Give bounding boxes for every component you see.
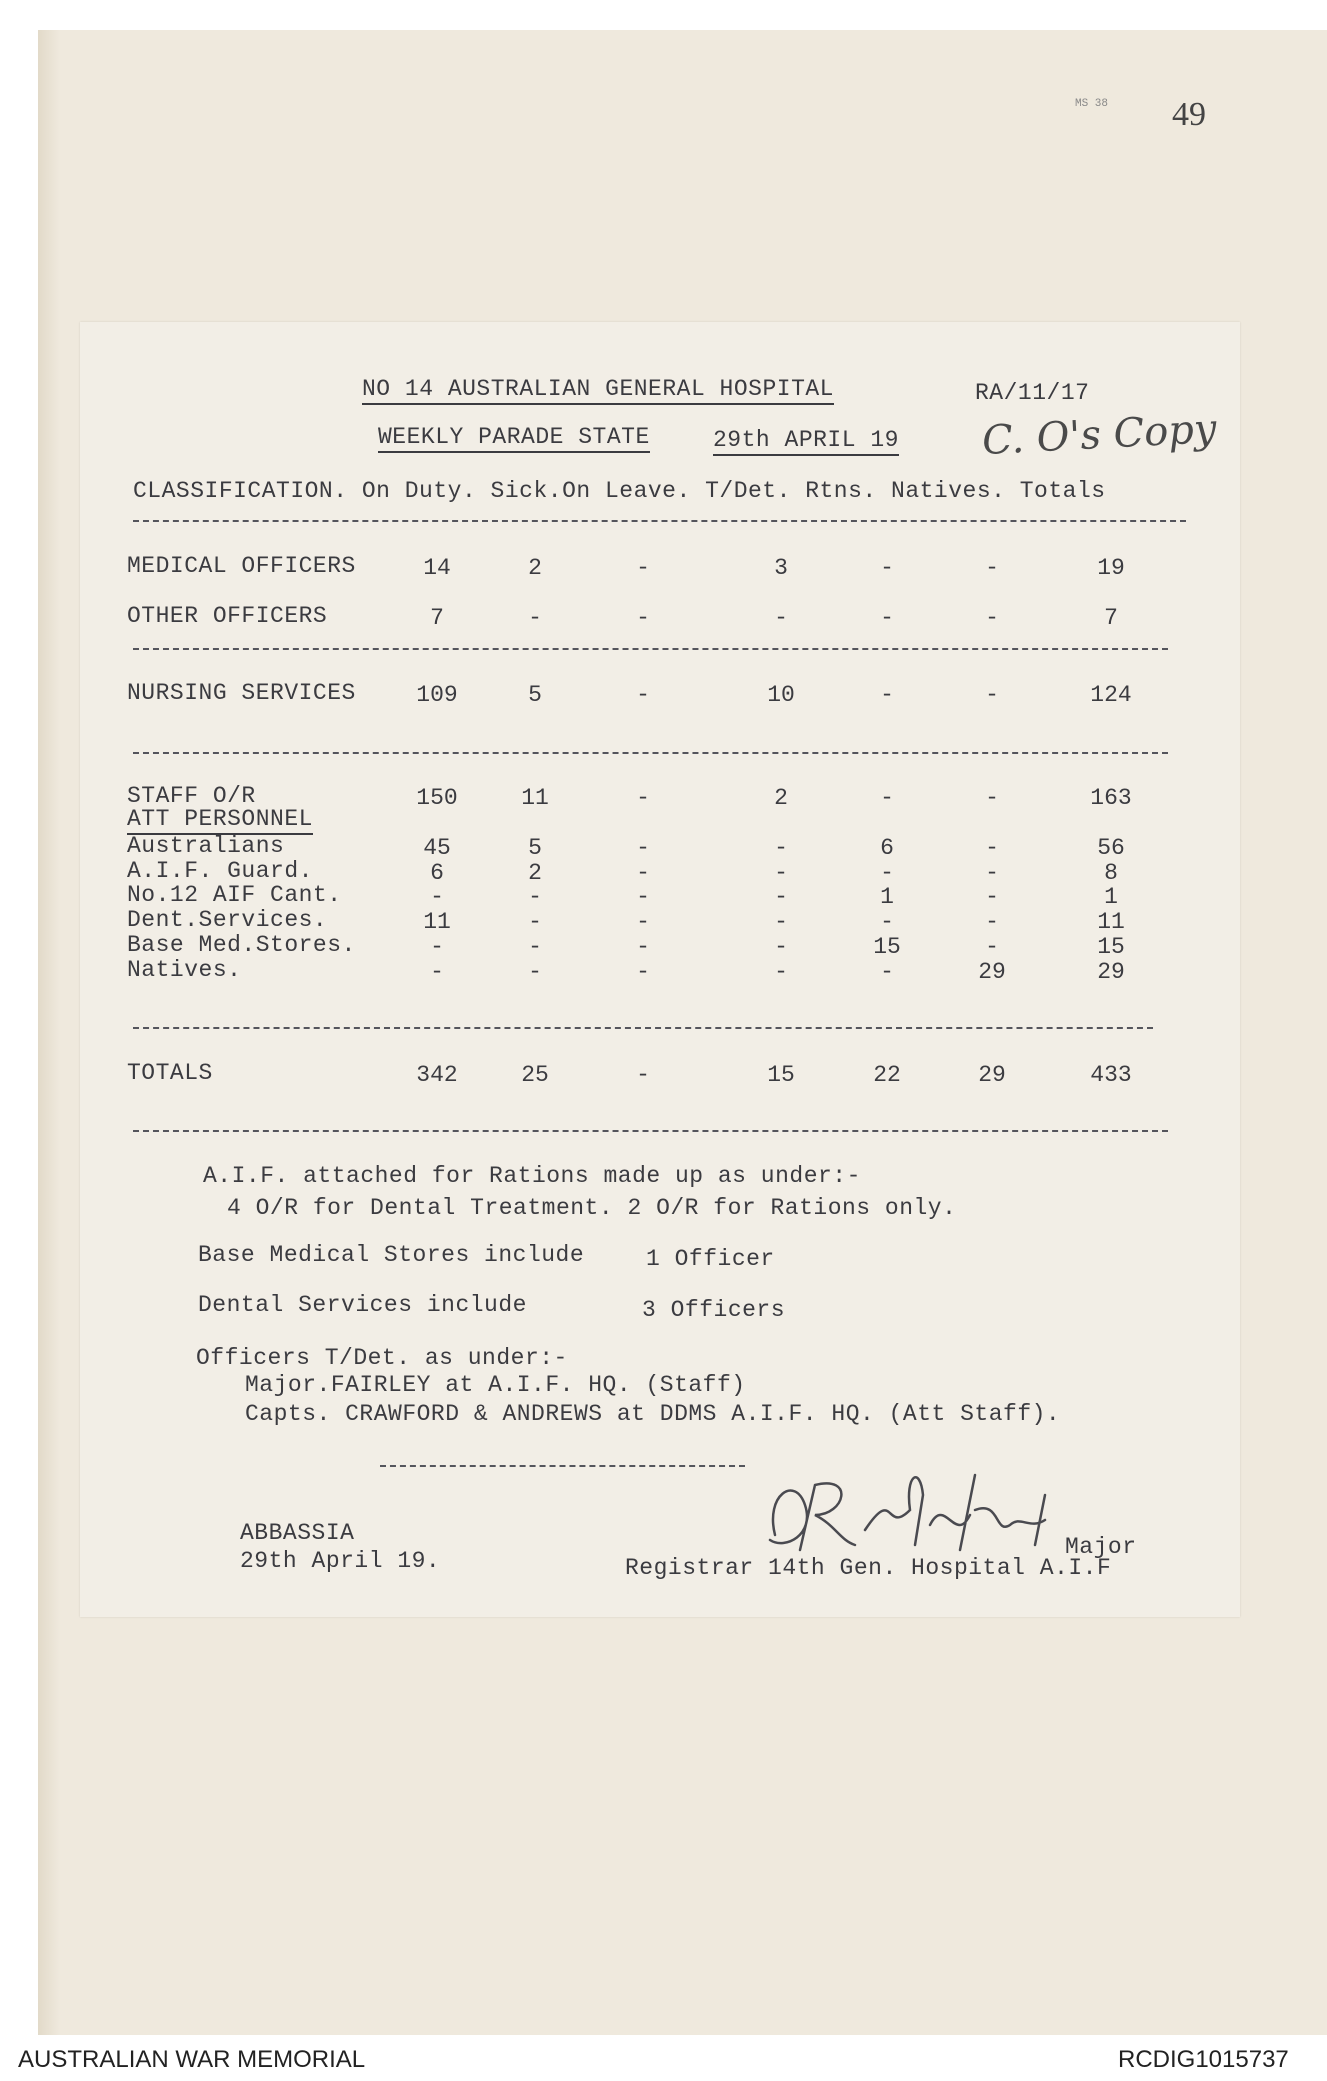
table-cell: - [985, 860, 999, 886]
table-cell: 1 [1104, 884, 1118, 910]
table-cell: 2 [528, 860, 542, 886]
table-cell: 11 [423, 909, 451, 935]
table-cell: - [528, 884, 542, 910]
table-cell: - [636, 785, 650, 811]
table-cell: 11 [1097, 909, 1125, 935]
divider-line [133, 1027, 1153, 1029]
table-cell: 150 [416, 785, 458, 811]
base-stores-label: Base Medical Stores include [198, 1242, 585, 1268]
table-cell: - [985, 909, 999, 935]
table-cell: - [636, 934, 650, 960]
document-title: NO 14 AUSTRALIAN GENERAL HOSPITAL [362, 376, 834, 405]
table-cell: 3 [774, 555, 788, 581]
table-cell: 29 [978, 959, 1006, 985]
table-cell: - [985, 605, 999, 631]
table-cell: 8 [1104, 860, 1118, 886]
rations-note-line2: 4 O/R for Dental Treatment. 2 O/R for Rations only. [227, 1195, 957, 1221]
table-cell: 2 [528, 555, 542, 581]
table-cell: 124 [1090, 682, 1132, 708]
page-number: 49 [1172, 96, 1206, 133]
table-cell: 15 [1097, 934, 1125, 960]
table-row-label: Dent.Services. [127, 907, 328, 933]
table-cell: - [636, 835, 650, 861]
table-cell: 15 [873, 934, 901, 960]
dental-label: Dental Services include [198, 1292, 527, 1318]
table-cell: - [985, 835, 999, 861]
table-cell: 29 [978, 1062, 1006, 1088]
table-row-label: ATT PERSONNEL [127, 806, 313, 835]
table-cell: - [774, 860, 788, 886]
table-cell: - [774, 909, 788, 935]
signoff-date: 29th April 19. [240, 1548, 441, 1574]
signature-divider [380, 1465, 745, 1467]
divider-line [133, 520, 1186, 522]
table-cell: - [636, 605, 650, 631]
dental-value: 3 Officers [642, 1297, 786, 1323]
table-cell: 342 [416, 1062, 458, 1088]
table-cell: 25 [521, 1062, 549, 1088]
table-cell: - [880, 682, 894, 708]
table-cell: 15 [767, 1062, 795, 1088]
document-date: 29th APRIL 19 [713, 427, 899, 456]
table-cell: 11 [521, 785, 549, 811]
table-cell: - [880, 959, 894, 985]
table-cell: - [985, 682, 999, 708]
table-cell: - [636, 959, 650, 985]
table-cell: - [430, 959, 444, 985]
table-row-label: Australians [127, 833, 285, 859]
table-cell: 5 [528, 835, 542, 861]
tdet-heading: Officers T/Det. as under:- [196, 1345, 568, 1371]
footer-record-id: RCDIG1015737 [1118, 2046, 1289, 2073]
rations-note-line1: A.I.F. attached for Rations made up as under:- [203, 1163, 861, 1189]
tdet-line1: Major.FAIRLEY at A.I.F. HQ. (Staff) [245, 1372, 746, 1398]
table-cell: - [636, 909, 650, 935]
table-cell: - [528, 605, 542, 631]
table-cell: 163 [1090, 785, 1132, 811]
document-subtitle: WEEKLY PARADE STATE [378, 424, 650, 453]
base-stores-value: 1 Officer [646, 1246, 775, 1272]
table-row-label: Base Med.Stores. [127, 932, 356, 958]
page-binding-edge [38, 30, 60, 2035]
table-cell: 45 [423, 835, 451, 861]
table-cell: 22 [873, 1062, 901, 1088]
signatory-title: Registrar 14th Gen. Hospital A.I.F [625, 1555, 1112, 1581]
handwritten-signature [745, 1455, 1075, 1570]
table-cell: 433 [1090, 1062, 1132, 1088]
table-cell: 6 [880, 835, 894, 861]
divider-line [133, 648, 1168, 650]
table-cell: - [636, 682, 650, 708]
table-row-label: Natives. [127, 957, 242, 983]
table-cell: 2 [774, 785, 788, 811]
signatory-rank: Major [1065, 1534, 1137, 1560]
tdet-line2: Capts. CRAWFORD & ANDREWS at DDMS A.I.F. HQ. (Att Staff). [245, 1401, 1061, 1427]
table-header-line: CLASSIFICATION. On Duty. Sick.On Leave. T/Det. Rtns. Natives. Totals [133, 478, 1106, 504]
table-cell: - [880, 860, 894, 886]
table-cell: 7 [1104, 605, 1118, 631]
table-cell: - [636, 555, 650, 581]
table-cell: - [880, 909, 894, 935]
table-cell: - [774, 835, 788, 861]
signoff-place: ABBASSIA [240, 1520, 355, 1546]
table-row-label: TOTALS [127, 1060, 213, 1086]
faint-stamp-mark: MS 38 [1075, 98, 1109, 110]
reference-number: RA/11/17 [975, 380, 1090, 406]
table-cell: - [985, 785, 999, 811]
table-row-label: STAFF O/R [127, 783, 256, 809]
table-cell: 10 [767, 682, 795, 708]
table-cell: 109 [416, 682, 458, 708]
table-cell: - [880, 605, 894, 631]
table-cell: - [636, 1062, 650, 1088]
table-cell: - [985, 934, 999, 960]
divider-line [133, 1130, 1168, 1132]
table-cell: - [528, 909, 542, 935]
table-cell: - [774, 605, 788, 631]
table-cell: - [880, 555, 894, 581]
table-cell: - [774, 884, 788, 910]
table-row-label: OTHER OFFICERS [127, 603, 328, 629]
table-cell: - [774, 959, 788, 985]
table-row-label: A.I.F. Guard. [127, 858, 313, 884]
divider-line [133, 752, 1168, 754]
table-cell: 7 [430, 605, 444, 631]
table-cell: - [430, 934, 444, 960]
table-cell: 56 [1097, 835, 1125, 861]
table-cell: 14 [423, 555, 451, 581]
table-cell: 19 [1097, 555, 1125, 581]
handwritten-note: C. O's Copy [980, 405, 1218, 465]
table-cell: - [528, 934, 542, 960]
table-cell: - [774, 934, 788, 960]
table-cell: 5 [528, 682, 542, 708]
footer-source: AUSTRALIAN WAR MEMORIAL [18, 2046, 366, 2073]
table-cell: - [636, 884, 650, 910]
table-cell: 1 [880, 884, 894, 910]
table-cell: 6 [430, 860, 444, 886]
table-cell: - [528, 959, 542, 985]
table-cell: - [880, 785, 894, 811]
table-row-label: No.12 AIF Cant. [127, 882, 342, 908]
table-cell: - [985, 884, 999, 910]
table-cell: - [985, 555, 999, 581]
table-cell: - [430, 884, 444, 910]
table-cell: 29 [1097, 959, 1125, 985]
table-row-label: NURSING SERVICES [127, 680, 356, 706]
table-row-label: MEDICAL OFFICERS [127, 553, 356, 579]
table-cell: - [636, 860, 650, 886]
